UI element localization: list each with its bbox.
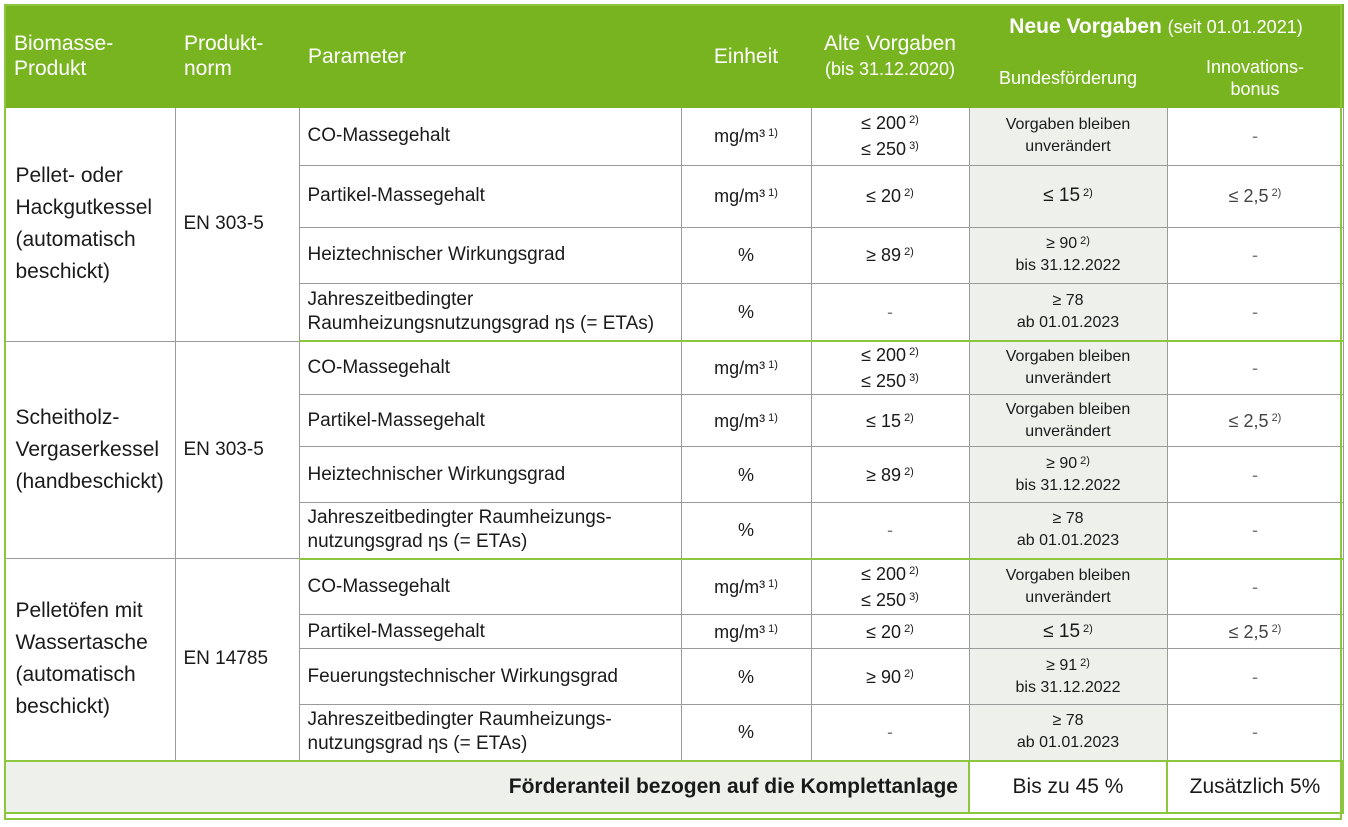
product-name-line: (automatisch bbox=[15, 663, 136, 687]
product-name-line: Hackgutkessel bbox=[15, 196, 153, 220]
parameter-name bbox=[299, 615, 681, 649]
unit-text: % bbox=[737, 666, 754, 687]
product-name-line: beschickt) bbox=[15, 695, 111, 719]
biomass-funding-table bbox=[4, 4, 1344, 814]
parameter-line: Feuerungstechnischer Wirkungsgrad bbox=[307, 665, 618, 687]
value-line: - bbox=[1252, 722, 1258, 743]
footnote-ref: 1) bbox=[768, 577, 778, 590]
value-line: unverändert bbox=[1025, 138, 1111, 156]
unit-value bbox=[681, 559, 811, 615]
unit-text: % bbox=[737, 464, 754, 485]
footnote-ref: 3) bbox=[909, 372, 919, 384]
value-line: ≤ 200 bbox=[861, 563, 907, 584]
innovation-bonus-value bbox=[1167, 447, 1343, 503]
footnote-ref: 2) bbox=[1080, 656, 1090, 669]
value-line: ≥ 90 bbox=[1046, 454, 1078, 472]
innovation-bonus-value bbox=[1167, 503, 1343, 559]
header-parameter: Parameter bbox=[299, 5, 681, 107]
parameter-line: nutzungsgrad ηs (= ETAs) bbox=[307, 531, 528, 553]
value-line: unverändert bbox=[1025, 370, 1111, 387]
innovation-bonus-value bbox=[1167, 165, 1343, 227]
parameter-name bbox=[299, 283, 681, 341]
value-line: ≤ 2,5 bbox=[1228, 621, 1269, 642]
parameter-line: CO-Massegehalt bbox=[307, 357, 451, 378]
header-unit: Einheit bbox=[681, 5, 811, 107]
footnote-ref: 3) bbox=[909, 590, 919, 603]
product-name-line: (automatisch bbox=[15, 228, 136, 252]
value-line: ≤ 200 bbox=[861, 345, 907, 365]
value-line: - bbox=[887, 520, 893, 541]
value-line: ≥ 89 bbox=[866, 464, 902, 485]
unit-text: % bbox=[737, 301, 754, 322]
value-line: Vorgaben bleiben bbox=[1005, 400, 1131, 418]
federal-requirement bbox=[969, 649, 1167, 705]
federal-requirement bbox=[969, 503, 1167, 559]
footnote-ref: 2) bbox=[909, 346, 919, 358]
federal-requirement bbox=[969, 283, 1167, 341]
parameter-line: Jahreszeitbedingter Raumheizungs- bbox=[307, 709, 612, 731]
innovation-bonus-value bbox=[1167, 559, 1343, 615]
parameter-name bbox=[299, 227, 681, 283]
parameter-line: CO-Massegehalt bbox=[307, 575, 451, 597]
table-row bbox=[5, 107, 1343, 165]
innovation-bonus-value bbox=[1167, 615, 1343, 649]
old-requirement bbox=[811, 283, 969, 341]
old-requirement bbox=[811, 107, 969, 165]
footnote-ref: 2) bbox=[904, 411, 914, 424]
value-line: ab 01.01.2023 bbox=[1016, 313, 1120, 331]
parameter-name bbox=[299, 503, 681, 559]
value-line: ≥ 78 bbox=[1052, 712, 1084, 730]
table-row bbox=[5, 559, 1343, 615]
old-requirement bbox=[811, 649, 969, 705]
innovation-bonus-value bbox=[1167, 341, 1343, 395]
footnote-ref: 1) bbox=[768, 359, 778, 371]
parameter-line: Heiztechnischer Wirkungsgrad bbox=[307, 463, 566, 485]
old-requirement bbox=[811, 705, 969, 761]
table-row bbox=[5, 341, 1343, 395]
federal-requirement bbox=[969, 107, 1167, 165]
federal-requirement bbox=[969, 615, 1167, 649]
parameter-line: nutzungsgrad ηs (= ETAs) bbox=[307, 733, 528, 755]
value-line: ≥ 91 bbox=[1046, 656, 1078, 674]
footnote-ref: 2) bbox=[1080, 235, 1090, 247]
header-norm: Produkt- norm bbox=[175, 5, 299, 107]
value-line: - bbox=[1252, 301, 1258, 322]
product-name-line: Wassertasche bbox=[15, 631, 148, 655]
value-line: ≥ 78 bbox=[1052, 291, 1084, 309]
unit-text: mg/m³ bbox=[714, 410, 766, 431]
footnote-ref: 2) bbox=[909, 114, 919, 127]
unit-text: mg/m³ bbox=[714, 621, 766, 642]
unit-value bbox=[681, 395, 811, 447]
value-line: ab 01.01.2023 bbox=[1016, 734, 1120, 752]
table-body bbox=[5, 107, 1343, 761]
header-old-requirements: Alte Vorgaben (bis 31.12.2020) bbox=[811, 5, 969, 107]
footer-label: Förderanteil bezogen auf die Komplettanlage bbox=[5, 761, 969, 813]
value-line: - bbox=[1252, 520, 1258, 541]
unit-value bbox=[681, 107, 811, 165]
product-name bbox=[5, 341, 175, 559]
old-requirement bbox=[811, 447, 969, 503]
parameter-name bbox=[299, 107, 681, 165]
value-line: - bbox=[1252, 666, 1258, 687]
parameter-name bbox=[299, 649, 681, 705]
value-line: - bbox=[1252, 126, 1258, 147]
parameter-name bbox=[299, 559, 681, 615]
unit-value bbox=[681, 341, 811, 395]
old-requirement bbox=[811, 341, 969, 395]
unit-text: mg/m³ bbox=[714, 576, 766, 597]
value-line: ≤ 250 bbox=[861, 371, 907, 391]
value-line: ≥ 90 bbox=[1046, 235, 1078, 252]
unit-value bbox=[681, 447, 811, 503]
product-name bbox=[5, 559, 175, 761]
value-line: bis 31.12.2022 bbox=[1015, 678, 1121, 696]
old-requirement bbox=[811, 615, 969, 649]
old-requirement bbox=[811, 395, 969, 447]
footnote-ref: 2) bbox=[1083, 622, 1093, 635]
old-requirement bbox=[811, 559, 969, 615]
footnote-ref: 2) bbox=[1271, 187, 1282, 199]
footnote-ref: 2) bbox=[904, 622, 914, 635]
parameter-name bbox=[299, 705, 681, 761]
parameter-name bbox=[299, 341, 681, 395]
parameter-line: Raumheizungsnutzungsgrad ηs (= ETAs) bbox=[307, 312, 655, 334]
parameter-line: Partikel-Massegehalt bbox=[307, 185, 485, 206]
value-line: - bbox=[1252, 464, 1258, 485]
unit-text: % bbox=[737, 245, 754, 265]
footnote-ref: 1) bbox=[768, 411, 778, 424]
value-line: ≤ 15 bbox=[1043, 185, 1081, 206]
parameter-line: Partikel-Massegehalt bbox=[307, 409, 485, 431]
value-line: ≤ 15 bbox=[866, 410, 902, 431]
parameter-line: Jahreszeitbedingter bbox=[307, 288, 474, 310]
parameter-line: Partikel-Massegehalt bbox=[307, 620, 485, 642]
header-new-requirements: Neue Vorgaben (seit 01.01.2021) bbox=[969, 5, 1343, 49]
product-name-line: Vergaserkessel bbox=[15, 437, 160, 461]
federal-requirement bbox=[969, 165, 1167, 227]
unit-text: mg/m³ bbox=[714, 358, 766, 378]
value-line: ≥ 89 bbox=[866, 245, 902, 265]
value-line: ≥ 78 bbox=[1052, 510, 1084, 528]
value-line: bis 31.12.2022 bbox=[1015, 257, 1121, 274]
footer-federal-share: Bis zu 45 % bbox=[969, 761, 1167, 813]
old-requirement bbox=[811, 227, 969, 283]
innovation-bonus-value bbox=[1167, 227, 1343, 283]
footnote-ref: 1) bbox=[768, 127, 778, 140]
innovation-bonus-value bbox=[1167, 395, 1343, 447]
footer-innovation-share: Zusätzlich 5% bbox=[1167, 761, 1343, 813]
value-line: - bbox=[1252, 576, 1258, 597]
value-line: ≤ 20 bbox=[866, 621, 902, 642]
product-norm: EN 303-5 bbox=[175, 107, 299, 341]
old-requirement bbox=[811, 165, 969, 227]
product-name-line: (handbeschickt) bbox=[15, 469, 164, 493]
product-norm: EN 14785 bbox=[175, 559, 299, 761]
product-norm: EN 303-5 bbox=[175, 341, 299, 559]
unit-value bbox=[681, 615, 811, 649]
header-product: Biomasse- Produkt bbox=[5, 5, 175, 107]
value-line: ≤ 250 bbox=[861, 139, 907, 160]
innovation-bonus-value bbox=[1167, 107, 1343, 165]
value-line: - bbox=[1252, 358, 1258, 378]
parameter-line: Jahreszeitbedingter Raumheizungs- bbox=[307, 507, 612, 529]
unit-value bbox=[681, 649, 811, 705]
value-line: Vorgaben bleiben bbox=[1005, 116, 1131, 134]
federal-requirement bbox=[969, 395, 1167, 447]
value-line: ≥ 90 bbox=[866, 666, 902, 687]
unit-value bbox=[681, 503, 811, 559]
value-line: ≤ 20 bbox=[866, 186, 902, 206]
value-line: bis 31.12.2022 bbox=[1015, 476, 1121, 494]
footnote-ref: 2) bbox=[904, 187, 914, 199]
unit-text: mg/m³ bbox=[714, 186, 766, 206]
product-name-line: Pelletöfen mit bbox=[15, 599, 143, 623]
innovation-bonus-value bbox=[1167, 705, 1343, 761]
product-name-line: Pellet- oder bbox=[15, 164, 123, 188]
footnote-ref: 2) bbox=[1083, 187, 1093, 199]
footnote-ref: 3) bbox=[909, 140, 919, 153]
parameter-line: Heiztechnischer Wirkungsgrad bbox=[307, 244, 566, 265]
footnote-ref: 2) bbox=[1271, 622, 1282, 635]
federal-requirement bbox=[969, 227, 1167, 283]
federal-requirement bbox=[969, 447, 1167, 503]
footnote-ref: 2) bbox=[909, 564, 919, 577]
unit-value bbox=[681, 705, 811, 761]
parameter-name bbox=[299, 165, 681, 227]
old-requirement bbox=[811, 503, 969, 559]
value-line: Vorgaben bleiben bbox=[1005, 566, 1131, 584]
value-line: ≤ 2,5 bbox=[1228, 410, 1269, 431]
value-line: unverändert bbox=[1025, 588, 1111, 606]
value-line: ab 01.01.2023 bbox=[1016, 532, 1120, 550]
unit-value bbox=[681, 227, 811, 283]
unit-value bbox=[681, 165, 811, 227]
value-line: ≤ 250 bbox=[861, 589, 907, 610]
product-name-line: Scheitholz- bbox=[15, 405, 120, 429]
footnote-ref: 2) bbox=[904, 246, 914, 258]
footnote-ref: 1) bbox=[768, 622, 778, 635]
federal-requirement bbox=[969, 559, 1167, 615]
footnote-ref: 2) bbox=[1080, 454, 1090, 467]
footnote-ref: 1) bbox=[768, 187, 778, 199]
product-name-line: beschickt) bbox=[15, 260, 111, 284]
value-line: - bbox=[887, 722, 893, 743]
funding-table-container bbox=[4, 4, 1344, 822]
value-line: Vorgaben bleiben bbox=[1005, 348, 1131, 365]
parameter-line: CO-Massegehalt bbox=[307, 125, 451, 147]
value-line: unverändert bbox=[1025, 422, 1111, 440]
unit-value bbox=[681, 283, 811, 341]
unit-text: % bbox=[737, 520, 754, 541]
parameter-name bbox=[299, 395, 681, 447]
value-line: ≤ 200 bbox=[861, 113, 907, 134]
value-line: ≤ 15 bbox=[1043, 620, 1081, 642]
value-line: - bbox=[887, 301, 893, 322]
federal-requirement bbox=[969, 705, 1167, 761]
table-header bbox=[5, 5, 1343, 107]
parameter-name bbox=[299, 447, 681, 503]
table-footer bbox=[5, 761, 1343, 813]
footnote-ref: 2) bbox=[904, 667, 914, 680]
header-innovation-bonus: Innovations- bonus bbox=[1167, 49, 1343, 107]
value-line: ≤ 2,5 bbox=[1228, 186, 1269, 206]
footnote-ref: 2) bbox=[904, 465, 914, 478]
unit-text: mg/m³ bbox=[714, 126, 766, 147]
header-federal-funding: Bundesförderung bbox=[969, 49, 1167, 107]
value-line: - bbox=[1252, 245, 1258, 265]
unit-text: % bbox=[737, 722, 754, 743]
innovation-bonus-value bbox=[1167, 649, 1343, 705]
federal-requirement bbox=[969, 341, 1167, 395]
footnote-ref: 2) bbox=[1271, 411, 1282, 424]
product-name bbox=[5, 107, 175, 341]
innovation-bonus-value bbox=[1167, 283, 1343, 341]
